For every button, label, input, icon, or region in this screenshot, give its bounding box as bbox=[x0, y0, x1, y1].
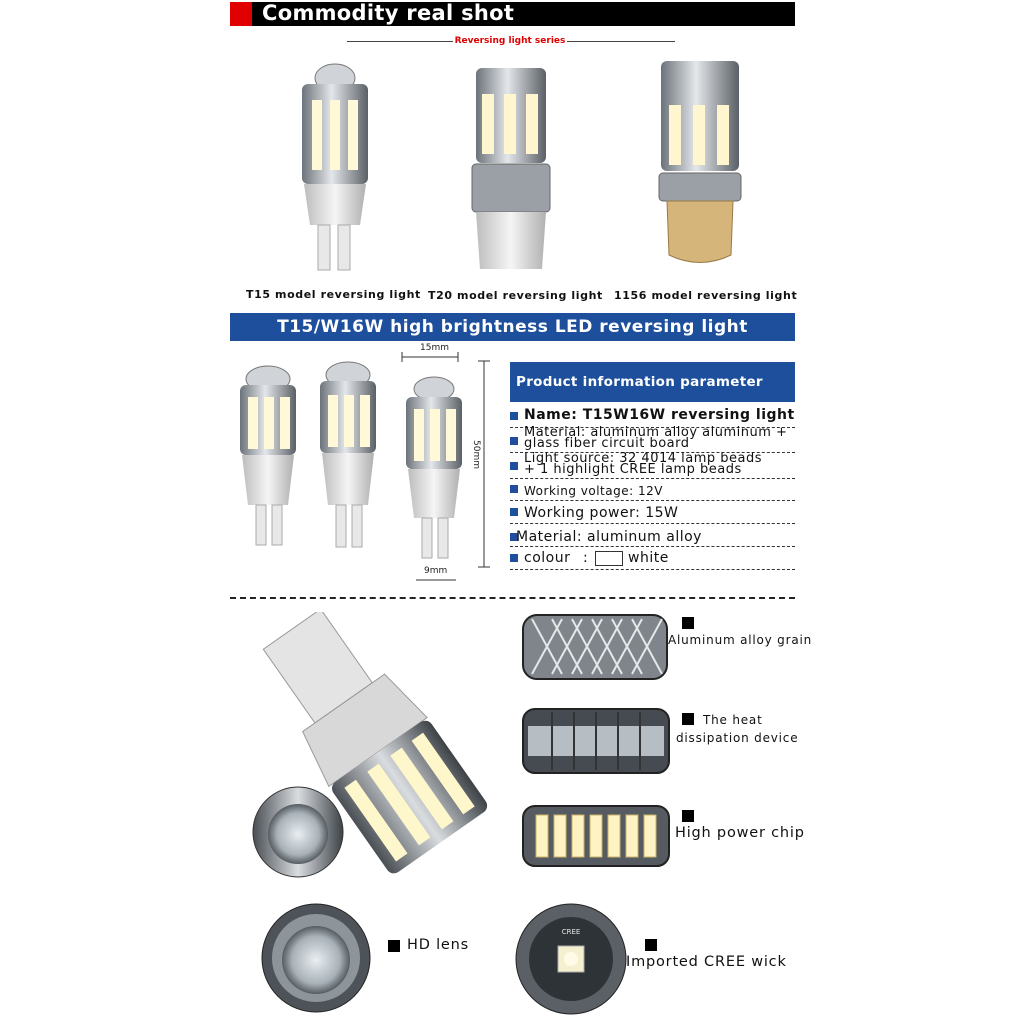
bullet-square bbox=[510, 462, 518, 470]
t15-dimension-figure bbox=[230, 345, 505, 585]
param-row-name: Name: T15W16W reversing light bbox=[510, 405, 795, 428]
feature-heat-line2: dissipation device bbox=[676, 731, 799, 745]
1156-caption: 1156 model reversing light bbox=[614, 289, 798, 302]
dimension-width-top: 15mm bbox=[420, 343, 449, 353]
t15-bulb-image bbox=[290, 60, 380, 280]
high-power-chip-image bbox=[522, 805, 670, 867]
bullet-square bbox=[510, 554, 518, 562]
cree-chip-text: CREE bbox=[561, 928, 581, 936]
param-header-title: Product information parameter bbox=[516, 374, 763, 390]
feature-hd-lens: HD lens bbox=[407, 937, 469, 953]
bullet-square bbox=[682, 810, 694, 822]
feature-high-power-chip: High power chip bbox=[675, 825, 805, 841]
bullet-square bbox=[510, 437, 518, 445]
1156-bulb-image bbox=[655, 55, 745, 275]
t20-caption: T20 model reversing light bbox=[428, 289, 603, 302]
bullet-square bbox=[682, 617, 694, 629]
t20-bulb-image bbox=[468, 64, 553, 274]
header-title: Commodity real shot bbox=[262, 1, 515, 25]
header-accent-block bbox=[230, 2, 252, 26]
param-row-power: Working power: 15W bbox=[510, 500, 795, 524]
large-bulb-photo bbox=[248, 612, 510, 890]
param-row-colour: colour : white bbox=[510, 546, 795, 570]
bullet-square bbox=[510, 485, 518, 493]
heat-dissipation-image bbox=[522, 708, 670, 774]
section-separator bbox=[230, 597, 795, 599]
cree-wick-image bbox=[514, 902, 628, 1016]
product-title: T15/W16W high brightness LED reversing light bbox=[277, 317, 748, 337]
t15-caption: T15 model reversing light bbox=[246, 288, 421, 301]
param-row-voltage: Working voltage: 12V bbox=[510, 478, 795, 501]
param-row-light-source: Light source: 32 4014 lamp beads + 1 highlight CREE lamp beads bbox=[510, 452, 795, 479]
param-row-material: Material: aluminum alloy bbox=[510, 523, 795, 547]
bullet-square bbox=[645, 939, 657, 951]
dimension-width-bottom: 9mm bbox=[424, 566, 448, 576]
dimension-height: 50mm bbox=[471, 440, 481, 469]
feature-heat-line1: The heat bbox=[703, 713, 763, 727]
aluminum-grain-image bbox=[522, 614, 668, 680]
bullet-square bbox=[682, 713, 694, 725]
bullet-square bbox=[388, 940, 400, 952]
hd-lens-image bbox=[260, 902, 372, 1014]
feature-cree-wick: Imported CREE wick bbox=[626, 954, 787, 970]
bullet-square bbox=[510, 412, 518, 420]
series-label: Reversing light series bbox=[454, 36, 566, 46]
bullet-square bbox=[510, 508, 518, 516]
colour-swatch bbox=[595, 551, 623, 566]
feature-aluminum-grain: Aluminum alloy grain bbox=[668, 633, 813, 647]
param-row-material-full: Material: aluminum alloy aluminum + glass fiber circuit board bbox=[510, 427, 795, 453]
